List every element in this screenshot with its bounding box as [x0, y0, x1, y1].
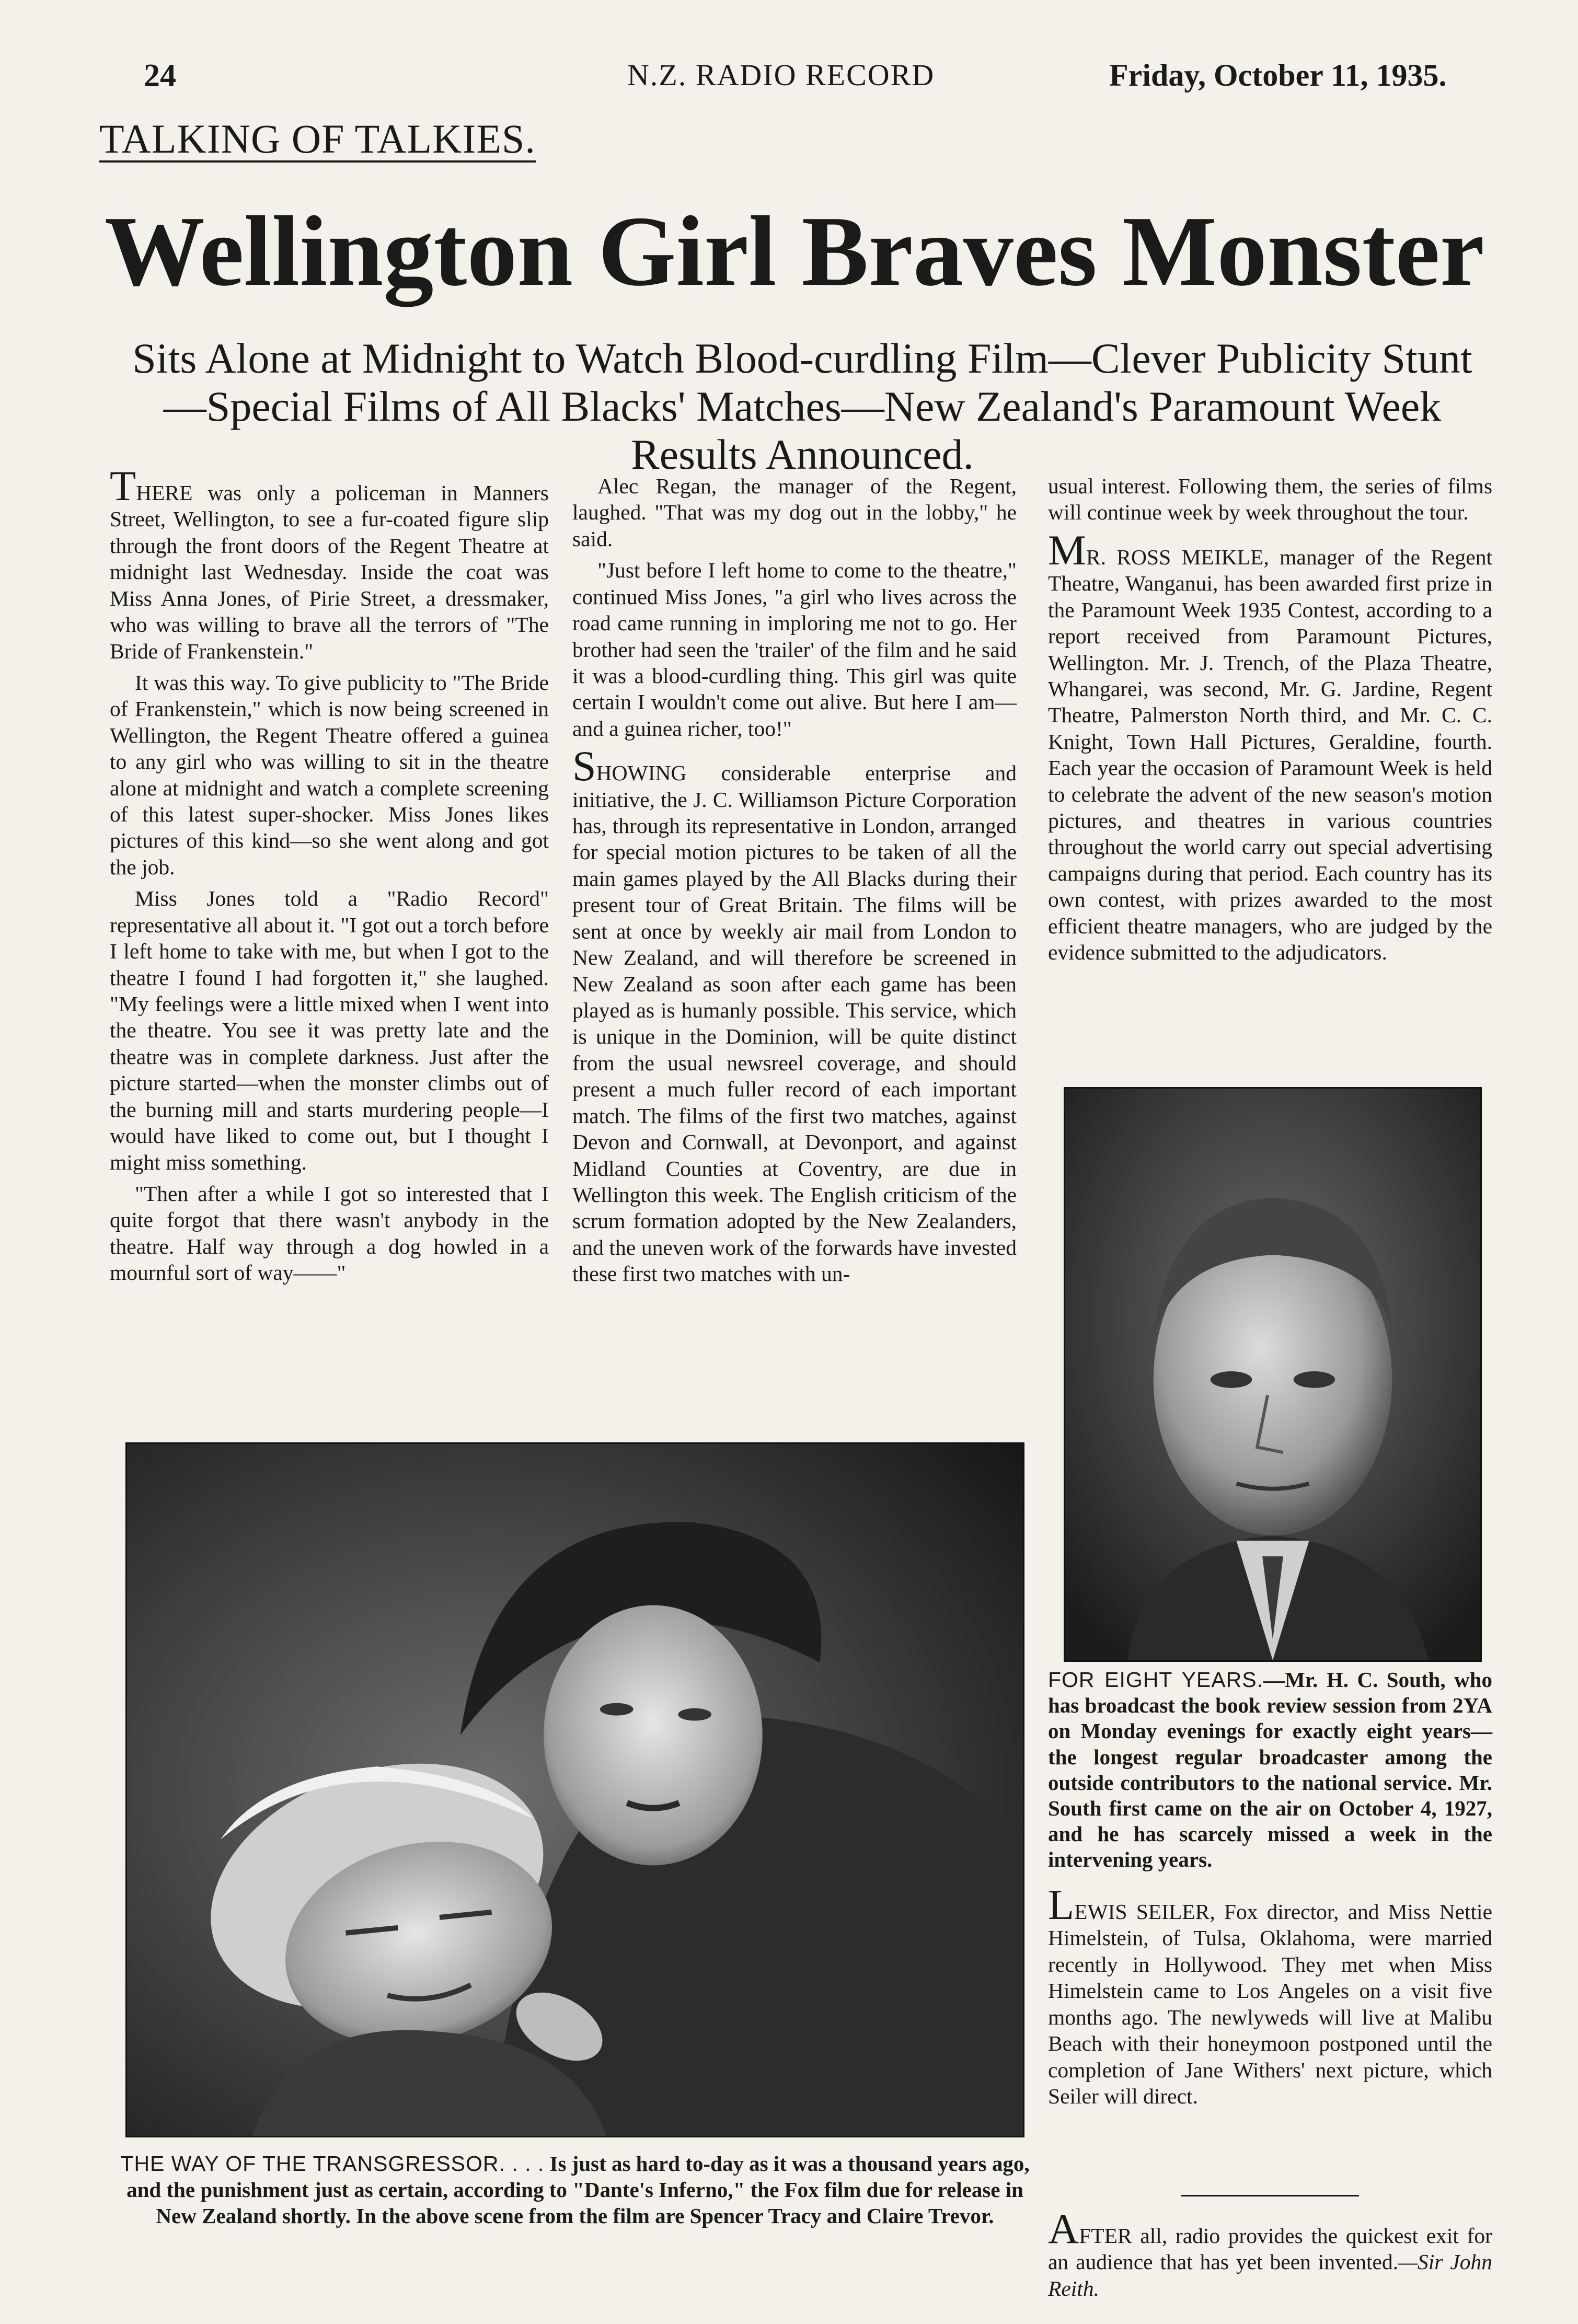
paragraph — [572, 742, 1017, 1287]
seiler-paragraph — [1048, 1881, 1492, 2114]
small-caps-lead: HOWING — [596, 761, 687, 785]
paragraph — [1048, 1881, 1492, 2109]
drop-cap: L — [1048, 1881, 1075, 1928]
film-still-image — [127, 1444, 1023, 2136]
paragraph-text: was only a policeman in Manners Street, Wellington, to see a fur-coated figure slip through the front doors of the Regent Theatre at midnight last Wednesday. Inside the coat was Miss Anna Jones, of Pirie Street, a dressmaker, who was willing to brave all the terrors of "The Bride of Frankenstein." — [110, 481, 549, 663]
small-caps-lead: EWIS SEILER, — [1074, 1900, 1215, 1924]
paragraph — [110, 462, 549, 664]
paragraph: Alec Regan, the manager of the Regent, laughed. "That was my dog out in the lobby," he said. — [572, 474, 1017, 551]
paragraph-text: manager of the Regent Theatre, Wanganui, has been awarded first prize in the Paramount Week 1935 Contest, according to a report received from Paramount Pictures, Wellington. Mr. J. Trench, of the Plaza Theatre, Whangarei, was second, Mr. G. Jardine, Regent Theatre, Palmerston North third, and Mr. C. C. Knight, Town Hall Pictures, Geraldine, fourth. Each year the occasion of Paramount Week is held to celebrate the advent of the new season's motion pictures, and theatres in various countries throughout the world carry out special advertising campaigns during that period. Each country has its own contest, with prizes awarded to the most efficient theatre managers, who are judged by the evidence submitted to the adjudicators. — [1048, 545, 1493, 965]
caption-text: Is just as hard to-day as it was a thousand years ago, and the punishment just as certain, according to "Dante's Inferno," the Fox film due for release in New Zealand shortly. In the above scene from the film are Spencer Tracy and Claire Trevor. — [126, 2152, 1030, 2228]
headline-word: Wellington — [105, 195, 573, 307]
paragraph-text: considerable enterprise and initiative, the J. C. Williamson Picture Corporation has, through its representative in London, arranged for special motion pictures to be taken of all the main games played by the All Blacks during their present tour of Great Britain. The films will be sent at once by weekly air mail from London to New Zealand, and will therefore be screened in New Zealand as soon after each game has been played as is humanly possible. This service, which is unique in the Dominion, will be quite distinct from the usual newsreel coverage, and should present a much fuller record of each important match. The films of the first two matches, against Devon and Cornwall, at Devonport, and against Midland Counties at Coventry, are due in Wellington this week. The English criticism of the scrum formation adopted by the New Zealanders, and the uneven work of the forwards have invested these first two matches with un- — [572, 761, 1017, 1286]
issue-date: Friday, October 11, 1935. — [1109, 58, 1447, 93]
film-still-photo — [125, 1442, 1024, 2137]
paragraph-text: all, radio provides the quickest exit for an audience that has yet been invented. — [1048, 2224, 1492, 2274]
page-number: 24 — [144, 58, 176, 94]
paragraph-text: Fox director, and Miss Nettie Himelstein, of Tulsa, Oklahoma, were married recently in Hollywood. They met when Miss Himelstein came to Los Angeles on a visit five months ago. The newlyweds will live at Malibu Beach with their honeymoon postponed until the completion of Jane Withers' next picture, which Seiler will direct. — [1048, 1900, 1492, 2108]
drop-cap: T — [110, 462, 136, 510]
paragraph: usual interest. Following them, the series of films will continue week by week throughout the tour. — [1048, 474, 1492, 525]
drop-cap: S — [572, 742, 596, 790]
drop-cap: M — [1048, 526, 1086, 574]
paragraph: "Just before I left home to come to the theatre," continued Miss Jones, "a girl who lives across the road came running in imploring me not to go. Her brother had seen the 'trailer' of the film and he said it was a blood-curdling thing. This girl was quite certain I wouldn't come out alive. But here I am—and a guinea richer, too!" — [572, 558, 1017, 741]
paragraph: Miss Jones told a "Radio Record" representative all about it. "I got out a torch before I left home to take with me, but when I got to the theatre I found I had forgotten it," she laughed. "My feelings were a little mixed when I went into the theatre. You see it was pretty late and the theatre was in complete darkness. Just after the picture started—when the monster climbs out of the burning mill and starts murdering people—I would have liked to come out, but I thought I might miss something. — [110, 886, 549, 1174]
subheadline: Sits Alone at Midnight to Watch Blood-curdling Film—Clever Publicity Stunt—Special Films of All Blacks' Matches—New Zealand's Paramount Week Results Announced. — [132, 334, 1472, 478]
paragraph — [1048, 526, 1493, 966]
caption-lead: THE WAY OF THE TRANSGRESSOR. . . . — [120, 2152, 545, 2176]
paper-name: N.Z. RADIO RECORD — [627, 58, 935, 92]
drop-cap: A — [1048, 2205, 1079, 2252]
divider-rule — [1181, 2195, 1359, 2196]
headline-word: Girl — [598, 195, 777, 307]
section-heading: TALKING OF TALKIES. — [99, 116, 536, 161]
article-column-3 — [1048, 473, 1492, 971]
small-caps-lead: FTER — [1079, 2224, 1132, 2248]
paragraph: It was this way. To give publicity to "The Bride of Frankenstein," which is now being screened in Wellington, the Regent Theatre offered a guinea to any girl who was willing to sit in the theatre alone at midnight and watch a complete screening of this latest super-shocker. Miss Jones likes pictures of this kind—so she went along and got the job. — [110, 670, 549, 879]
caption-text: —Mr. H. C. South, who has broadcast the book review session from 2YA on Monday evenings for exactly eight years—the longest regular broadcaster among the outside contributors to the national service. Mr. South first came on the air on October 4, 1927, and he has scarcely missed a week in the intervening years. — [1048, 1668, 1493, 1872]
headline-word: Braves — [801, 195, 1097, 307]
caption-lead: FOR EIGHT YEARS. — [1048, 1668, 1263, 1692]
paragraph — [1048, 2205, 1493, 2302]
film-caption — [112, 2150, 1038, 2229]
headline-word: Monster — [1122, 195, 1484, 307]
article-column-2 — [572, 473, 1017, 1292]
quote-attribution: —Sir John Reith. — [1048, 2250, 1493, 2300]
headline — [105, 195, 1484, 307]
quote-paragraph — [1048, 2205, 1493, 2307]
portrait-caption — [1048, 1667, 1492, 1873]
paragraph: "Then after a while I got so interested that I quite forgot that there wasn't anybody in the theatre. Half way through a dog howled in a mournful sort of way——" — [110, 1181, 549, 1285]
portrait-photo — [1064, 1087, 1482, 1662]
article-column-1 — [110, 462, 549, 1291]
portrait-image — [1065, 1089, 1480, 1660]
small-caps-lead: R. ROSS MEIKLE, — [1086, 545, 1269, 569]
small-caps-lead: HERE — [136, 481, 193, 505]
